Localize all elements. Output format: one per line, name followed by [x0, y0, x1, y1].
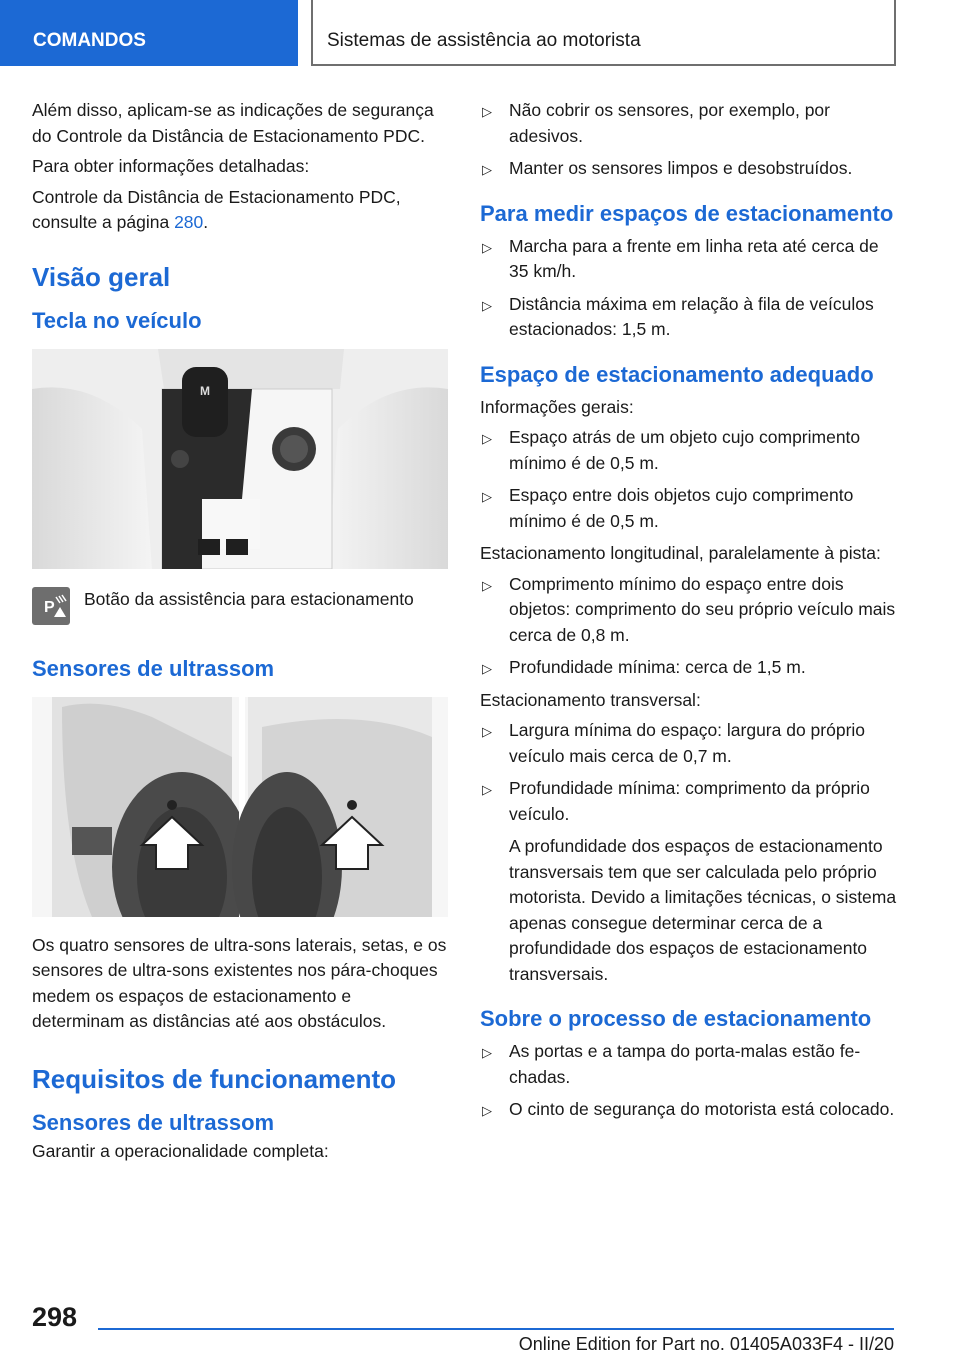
triangle-right-icon: ▷ [482, 1103, 492, 1118]
longitudinal-list [480, 572, 900, 681]
list-item: ▷ Profundidade mínima: comprimento da próprio veículo. [482, 778, 870, 824]
transverse-note: A profundidade dos espaços de estacionamento transversais tem que ser calculada pelo próprio motorista. Devido a limitações técnicas, o sistema apenas consegue determinar cerca de a profundidade dos espaços de estacionamento transversais. [509, 836, 897, 984]
general-label: Informações gerais: [480, 396, 634, 417]
edition-text: Online Edition for Part no. 01405A033F4 - II/20 [518, 1334, 894, 1354]
triangle-right-icon: ▷ [482, 724, 492, 739]
chapter-title: Sistemas de assistência ao motorista [311, 0, 896, 66]
section-tab: COMANDOS [0, 0, 298, 66]
footer-divider [98, 1328, 894, 1330]
parking-assistant-icon [32, 587, 70, 625]
heading-requirements: Requisitos de funcionamento [32, 1063, 397, 1094]
right-column [480, 98, 900, 1130]
triangle-right-icon: ▷ [482, 297, 492, 313]
list-item: ▷ Não cobrir os sensores, por exemplo, por adesivos. [482, 100, 830, 146]
list-item: ▷ Marcha para a frente em linha reta até cerca de 35 km/h. [482, 235, 879, 281]
list-item: ▷ Comprimento mínimo do espaço entre dois objetos: comprimento do seu próprio veículo mais cerca de 0,8 m. [482, 573, 896, 645]
triangle-right-icon: ▷ [482, 782, 492, 797]
triangle-right-icon: ▷ [482, 431, 492, 446]
list-item: ▷ Espaço atrás de um objeto cujo comprimento mínimo é de 0,5 m. [482, 427, 861, 473]
list-item: ▷ O cinto de segurança do motorista está colocado. [480, 1097, 900, 1123]
list-item: ▷ As portas e a tampa do porta-malas estão fechadas. [482, 1041, 861, 1087]
left-column [32, 98, 448, 1169]
list-item: ▷ Espaço entre dois objetos cujo comprimento mínimo é de 0,5 m. [482, 485, 854, 531]
detail-text: Controle da Distância de Estacionamento PDC, consulte a página [32, 186, 401, 232]
page-link[interactable]: 280 [174, 212, 204, 232]
ensure-paragraph: Garantir a operacionalidade completa: [32, 1140, 329, 1161]
page-header [0, 0, 960, 66]
sensors-image [32, 697, 448, 917]
caption-text: Botão da assistência para estacionamento [84, 588, 414, 609]
list-item: ▷ Manter os sensores limpos e desobstruídos. [480, 156, 900, 182]
page-footer [0, 1290, 960, 1362]
heading-suitable: Espaço de estacionamento adequado [480, 361, 874, 387]
transverse-list [480, 718, 900, 827]
heading-measure: Para medir espaços de estacionamento [480, 200, 894, 226]
list-item: ▷ Distância máxima em relação à fila de veículos estacionados: 1,5 m. [482, 293, 874, 339]
longitudinal-label: Estacionamento longitudinal, paralelamente à pista: [480, 543, 881, 563]
sensor-care-list [480, 98, 900, 182]
list-item: ▷ Profundidade mínima: cerca de 1,5 m. [480, 655, 900, 681]
figure-caption [32, 587, 448, 639]
console-image [32, 349, 448, 569]
triangle-right-icon: ▷ [482, 489, 492, 504]
triangle-right-icon: ▷ [482, 104, 492, 119]
heading-sensors-2: Sensores de ultrassom [32, 1109, 275, 1135]
measure-list [480, 234, 900, 343]
detail-reference [32, 185, 448, 236]
triangle-right-icon: ▷ [482, 661, 492, 676]
triangle-right-icon: ▷ [482, 577, 492, 593]
gear-selector-logo: M [200, 383, 210, 398]
sensors-illustration [32, 697, 448, 917]
intro-paragraph: Além disso, aplicam-se as indicações de segurança do Controle da Distância de Estacionamento PDC. [32, 100, 434, 146]
triangle-right-icon: ▷ [482, 1045, 492, 1060]
process-list [480, 1039, 900, 1123]
heading-button: Tecla no veículo [32, 307, 202, 333]
triangle-right-icon: ▷ [482, 239, 492, 255]
detail-end: . [203, 212, 209, 232]
general-list [480, 425, 900, 534]
sensors-paragraph: Os quatro sensores de ultra-sons laterais, setas, e os sensores de ultra-sons existentes nos pára-choques medem os espaços de estacionamento e determinam as distâncias até aos obstáculos. [32, 934, 447, 1031]
heading-overview: Visão geral [32, 261, 171, 292]
console-illustration [32, 349, 448, 569]
detail-label: Para obter informações detalhadas: [32, 156, 310, 176]
triangle-right-icon: ▷ [482, 162, 492, 177]
list-item: ▷ Largura mínima do espaço: largura do próprio veículo mais cerca de 0,7 m. [482, 720, 866, 766]
page-number: 298 [32, 1302, 78, 1332]
heading-sensors: Sensores de ultrassom [32, 655, 275, 681]
transverse-label: Estacionamento transversal: [480, 689, 701, 710]
svg-text:P: P [44, 598, 55, 616]
heading-process: Sobre o processo de estacionamento [480, 1006, 872, 1031]
